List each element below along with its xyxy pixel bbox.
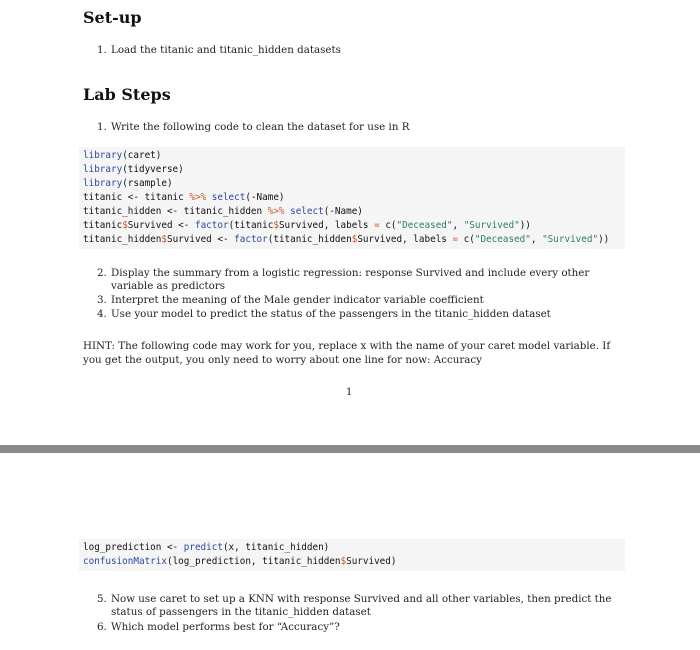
code-token: (-Name): [323, 206, 363, 217]
code-token: $: [273, 220, 279, 231]
list-number: 3.: [97, 294, 107, 306]
code-token: c(: [379, 220, 397, 231]
code-token: $: [122, 220, 128, 231]
code-token: %>%: [189, 192, 207, 203]
code-token: log_prediction <-: [83, 542, 184, 553]
code-token: (titanic_hidden: [267, 234, 352, 245]
code-token: "Survived": [542, 234, 599, 245]
code-token: (caret): [122, 150, 162, 161]
code-token: )): [598, 234, 610, 245]
code-line: [83, 555, 621, 569]
code-line: [83, 177, 621, 191]
code-line: [83, 541, 621, 555]
code-token: (log_prediction, titanic_hidden: [166, 556, 341, 567]
code-token: titanic: [83, 220, 123, 231]
list-number: 2.: [97, 267, 107, 279]
code-line: [83, 149, 621, 163]
list-text: Use your model to predict the status of the passengers in the titanic_hidden dataset: [111, 308, 551, 320]
code-token: ,: [530, 234, 543, 245]
lab-step-4: [97, 308, 621, 321]
lab-step-6: [97, 621, 621, 634]
code-token: titanic_hidden: [83, 234, 162, 245]
list-number: 5.: [97, 593, 107, 605]
code-token: (rsample): [122, 178, 173, 189]
list-text: Write the following code to clean the dataset for use in R: [111, 121, 410, 133]
code-line: [83, 205, 621, 219]
code-token: select: [206, 192, 246, 203]
code-token: Survived <-: [127, 220, 195, 231]
code-token: "Deceased": [396, 220, 453, 231]
page-separator: [0, 445, 700, 453]
list-number: 4.: [97, 308, 107, 320]
lab-step-1: [97, 121, 621, 134]
code-token: $: [340, 556, 347, 567]
code-token: select: [284, 206, 324, 217]
list-text: Load the titanic and titanic_hidden datasets: [111, 44, 341, 56]
code-token: factor: [234, 234, 268, 245]
code-line: [83, 191, 621, 205]
code-token: =: [374, 220, 380, 231]
list-text: Now use caret to set up a KNN with response Survived and all other variables, then predict the status of passengers in the titanic_hidden dataset: [111, 593, 612, 618]
code-token: "Deceased": [474, 234, 531, 245]
code-token: "Survived": [463, 220, 520, 231]
list-number: 6.: [97, 621, 107, 633]
code-token: (titanic: [228, 220, 274, 231]
list-number: 1.: [97, 121, 107, 133]
code-token: library: [83, 150, 123, 161]
code-line: [83, 163, 621, 177]
list-text: Display the summary from a logistic regression: response Survived and include every other variable as predictors: [111, 267, 590, 292]
code-line: [83, 219, 621, 233]
code-token: Survived, labels: [357, 234, 453, 245]
code-token: confusionMatrix: [83, 556, 167, 567]
code-token: Survived <-: [166, 234, 235, 245]
code-line: [83, 233, 621, 247]
code-token: titanic_hidden <- titanic_hidden: [83, 206, 268, 217]
code-token: =: [452, 234, 459, 245]
code-token: $: [161, 234, 167, 245]
code-token: Survived, labels: [278, 220, 375, 231]
code-token: Survived): [346, 556, 397, 567]
setup-list-item: [97, 44, 621, 57]
code-token: c(: [458, 234, 475, 245]
lab-step-5: [97, 593, 621, 619]
code-token: ,: [452, 220, 464, 231]
code-token: %>%: [267, 206, 285, 217]
list-text: Which model performs best for “Accuracy”?: [111, 621, 340, 633]
setup-heading: Set-up: [83, 8, 142, 27]
lab-step-2: [97, 267, 621, 293]
list-text: Interpret the meaning of the Male gender indicator variable coefficient: [111, 294, 484, 306]
code-token: titanic <- titanic: [83, 192, 190, 203]
code-token: )): [519, 220, 531, 231]
document-page-2: [0, 453, 700, 650]
list-number: 1.: [97, 44, 107, 56]
code-token: (tidyverse): [122, 164, 184, 175]
lab-step-3: [97, 294, 621, 307]
code-token: predict: [183, 542, 223, 553]
code-token: $: [351, 234, 358, 245]
code-block-cleaning: [79, 147, 625, 249]
page-number: 1: [346, 387, 353, 398]
lab-steps-heading: Lab Steps: [83, 85, 171, 104]
code-token: (-Name): [245, 192, 285, 203]
code-block-prediction: [79, 539, 625, 571]
code-token: factor: [194, 220, 229, 231]
code-token: library: [83, 164, 123, 175]
code-token: library: [83, 178, 123, 189]
hint-paragraph: HINT: The following code may work for you, replace x with the name of your caret model variable. If you get the output, you only need to worry about one line for now: Accuracy: [83, 340, 611, 366]
code-token: (x, titanic_hidden): [222, 542, 330, 553]
